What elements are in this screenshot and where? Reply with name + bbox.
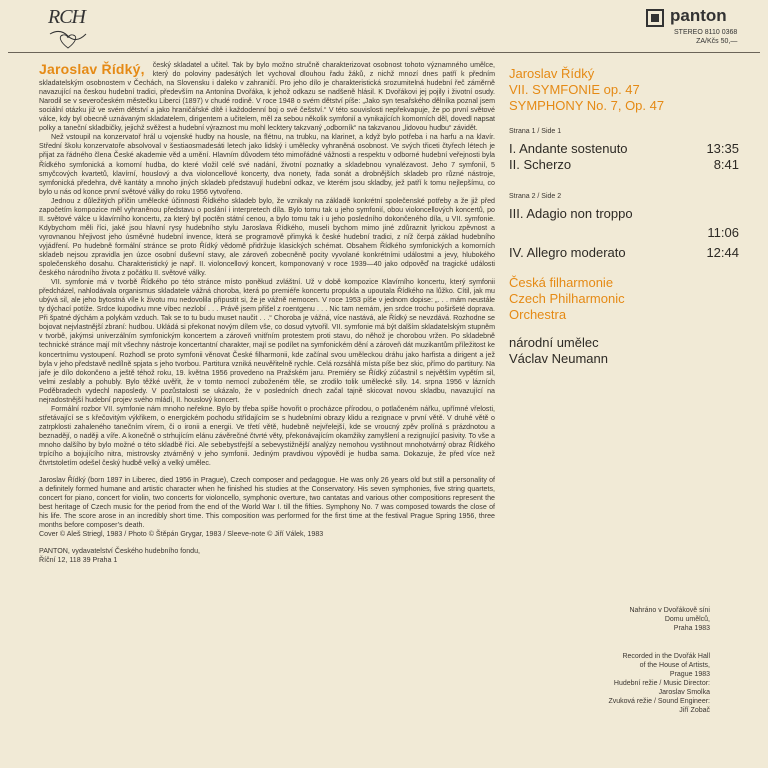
title-czech: VII. SYMFONIE op. 47 (509, 82, 640, 97)
publisher-address: PANTON, vydavatelství Českého hudebního fondu, Říční 12, 118 39 Praha 1 (39, 547, 201, 565)
composer-name: Jaroslav Řídký (509, 66, 595, 81)
heart-ribbon-icon (46, 28, 90, 50)
track-1-title: I. Andante sostenuto (509, 141, 628, 156)
paragraph-3: Jednou z důležitých příčin umělecké účinnosti Řídkého skladeb bylo, že vznikaly na základě konkrétní společenské potřeby a že již před započetím kompozice měl vyhraněnou představu o poslání i interpretech díla. Bylo tomu tak u jeho symfonií, obou violoncellových koncertů, po II. světové válce u klavírního koncertu, za který byl poctěn státní cenou, a bylo tomu tak i u jeho posledního dokončeného díla, u VII. symfonie. Kdybychom měli říci, jaké jsou hlavní rysy hudebního stylu Jaroslava Řídkého, museli bychom mimo jiné zdůraznit lyrickou zpěvnost a vyrovnanou hřejivost jeho úsměvné hudební invence, která se programově přimyká k české hudební tradici, z níž čerpá základ hudebního vyjádření. Po hudebně formální stránce se proto Řídký vědomě přidržuje klasických schémat. Obsahem Řídkého symfonických a komorních skladeb nejsou zpravidla jen úzce osobní duševní stavy, ale zároveň zobecněně pocity vyvolané konkrétními událostmi a jevy, hlubokého společenského dosahu. Charakteristický je např. II. violoncellový koncert, komponovaný v roce 1939—40 jako odpověď na tragické události českého národního života z počátku II. světové války. (39, 196, 495, 278)
paragraph-intro: Jaroslav Řídký, český skladatel a učitel. Tak by bylo možno stručně charakterizovat osobnost tohoto významného umělce, který do poloviny padesátých let vychoval dlouhou řadu žáků, z nichž mnozí dnes patří k předním skladatelským osobnostem v Čechách, na Slovensku i daleko v zahraničí. Pro jeho dílo je charakteristická srozumitelná hudební řeč záměrně navazující na českou hudební tradici, především na Antonína Dvořáka, k jehož odkazu se nadšeně hlásil. K Dvořákovi jej pojily i životní osudy. Narodil se v severočeském městečku Liberci (1897) v chudé rodině. V roce 1948 o svém dětství píše: „Jako syn tesařského dělníka poznal jsem sociální otázku již ve svém dětství a jako hraničářské dítě i každodenní boj o své češství.“ V této souvislosti nepřekvapuje, že po první světové válce, kdy byl obecně uznávaným skladatelem, dirigentem a učitelem, měl za sebou několik symfonií a vynikajících komorních děl, dovedl napsat polky a taneční skladbičky, jejichž svěžest a hudební výraznost mu mohl lecktery takzvaný „odborník“ na takzvanou „lidovou hudbu“ závidět. (39, 61, 495, 133)
track-2 (509, 157, 739, 173)
track-4-title: IV. Allegro moderato (509, 245, 626, 260)
rch-logo (46, 4, 90, 50)
track-1-duration: 13:35 (706, 141, 739, 156)
track-3-title-row (509, 206, 739, 222)
liner-notes (39, 61, 495, 565)
credits-line: Cover © Aleš Striegl, 1983 / Photo © Štěpán Grygar, 1983 / Sleeve-note © Jiří Válek, 1983 (39, 530, 324, 539)
side-2-label: Strana 2 / Side 2 (509, 193, 562, 200)
header-divider (8, 52, 760, 53)
tracklist-panel (509, 66, 739, 367)
price-line: ZA/Kčs 50,— (696, 38, 738, 45)
conductor-credit: národní umělec Václav Neumann (509, 335, 608, 366)
recording-note-cz: Nahráno v Dvořákově síni Domu umělců, Praha 1983 (629, 607, 710, 632)
label-name: panton (670, 6, 727, 25)
side-1-label: Strana 1 / Side 1 (509, 128, 562, 135)
orchestra-credit: Česká filharmonie Czech Philharmonic Orchestra (509, 275, 625, 322)
rch-logo-text: RCH (48, 6, 85, 28)
track-2-duration: 8:41 (713, 157, 739, 172)
paragraph-4: VII. symfonie má v tvorbě Řídkého po této stránce místo poněkud zvláštní. Už v době kompozice Klavírního koncertu, který symfonii předcházel, nahlodávala organismus skladatele vážná choroba, která po premiéře koncertu propukla a upoutala Řídkého na lůžko. Cítil, jak mu ubývá sil, ale jeho bytostná víle k životu mu nedovolila připustit si, že je vážně nemocen. V roce 1953 píše v jednom dopise: „. . . mám neustále ty dýchací potíže. Srdce kupodivu mne víbec nezlobí . . . Právě jsem přišel z roentgenu . . . Nic tam nemám, jen srdce trochu poširšeté doprava. Při špatné dýchám a polykám vzduch. Tak se to tu budu muset naučit . . .“ Choroba je vážná, více nastává, ale Řídký se nevzdává. Rozhodne se bojovat nejvlastnější zbraní: hudbou. Ukládá si překonat novým dílem vše, co dosud vytvořil. VII. symfonie má být dalším skladatelským stupněm v tvorbě, jakýmsi univerzálním symfonickým koncertem a zároveň vnitřním protestem proti stavu, do něhož je chorobou vržen. Po skladebně technické stránce mají mít všechny nástroje koncertantní charakter, mají se podílet na symfonickém dění a zároveň dát muzikantům příležitost ke koncertnímu vystoupení. Rozhodl se proto symfonii věnovat České filharmonii, kde začínal svou uměleckou dráhu jako harfista a dirigent a jež byla v jeho představě nedílně spjata s jeho tvorbou. Partitura vzniká neuvěřitelně rychle. Celá rozsáhlá místa píše bez skic, přímo do partitury. Na jaře je dílo dokončeno a ještě téhož roku, 19. května 1956 provedeno na Pražském jaru. Premiéry se Řídký zúčastnil s největším vypětím sil, velmi zeslably a pohubly. Bylo těžké uvěřit, že v tomto nemocí zuboženém těle, se zrodilo tolik umělecké síly. 14. srpna 1956 v lázních Poděbradech vydechl naposledy. V pozůstalosti se ukázalo, že v posledních dnech začal tajně skicovat novou skladbu, navazující na nejradostnější hudební projev svého mládí, II. houslový koncert. (39, 278, 495, 404)
recording-note-en: Recorded in the Dvořák Hall of the House of Artists, Prague 1983 Hudební režie / Music Director: Jaroslav Smolka Zvuková režie / Sound Engineer: Jiří Zobač (608, 653, 710, 714)
paragraph-2: Než vstoupil na konzervatoř hrál u vojenské hudby na housle, na flétnu, na trubku, na klarinet, a když bylo potřeba i na harfu a na klavír. Střední školu konzervatoře absolvoval v šestiaosmadesáti letech jako lidský i umělecky vyhraněná osobnost. Ve svých třiceti čtyřech létech je přijat za řádného člena České akademie věd a umění. Hlavním důvodem této mimořádné vážnosti a respektu v odborné hudební veřejnosti byla Řídkého symfonická a komorní hudba, do které vložil celé své nadání, životní poznatky a skladebnou vynalézavost. Jeho 7 symfonií, 5 smyčcových kvartetů, klavírní, houslový a dva violoncellové koncerty, dva nonety, řada sonát a drobnějších skladeb pro různé nástroje, symfonická předehra, dvě kantáty a mnoho jiných skladeb představují hudební odkaz, ve kterém jsou skladby, jež patří k tomu nejlepšímu, co bylo u nás od konce první světové války do roku 1956 vytvořeno. (39, 133, 495, 196)
track-4 (509, 245, 739, 261)
track-3-title: III. Adagio non troppo (509, 206, 633, 221)
track-2-title: II. Scherzo (509, 157, 572, 172)
catalog-number (674, 28, 737, 46)
title-english: SYMPHONY No. 7, Op. 47 (509, 98, 665, 113)
catalog-line-1: STEREO 8110 0368 (674, 29, 738, 36)
track-3-duration: 11:06 (707, 225, 739, 240)
english-summary: Jaroslav Řídký (born 1897 in Liberec, died 1956 in Prague), Czech composer and pedagogue. He was only 26 years old but still a personality of a definitely formed humane and artistic character when he finished his studies at the Conservatory. His seven symphonies, five string quartets, concert for piano, concert for violin, two concerts for violoncello, symphonic overture, two cantatas and various other compositions represent the best heritage of Czech music for the period from the end of the World War I. till the fifties. Symphony No. 7 was composed towards the close of his life. The score arose in an incredibly short time. This composition was performed for the first time at the festival Prague Spring 1956, three months before composer’s death. (39, 476, 495, 530)
track-4-duration: 12:44 (706, 245, 739, 260)
paragraph-5: Formální rozbor VII. symfonie nám mnoho neřekne. Bylo by třeba spíše hovořit o procházce přírodou, o potlačeném nářku, upřímné vřelosti, střetávající se s křečovitým výkřikem, o energickém pochodu střídajícím se s hudebními obrazy klidu a rezignace v první větě. V druhé větě o zatrpklosti zahaleného tanečním vírem, či o ironii a energii. Ve třetí větě, hudebně nejvřelejší, kde se vroucný zpěv prolíná s prázdnotou a beznadějí, o naději a víře. A konečně o strhujícím elánu závěrečné čtvrté věty, překonávajícím okamžiky zamyšlení a rezignující pasivity. To vše a mnoho dalšího by bylo možné o této skladbě říci. Ale sebebystřejší a sebevystižnější analýzy nemohou vystihnout mnohotvárný obraz Řídkého trpícího a bojujícího nitra, mistrovsky ztvárněný v jeho symfonii. Jediným pravdivou výpovědí je hudba sama. Dokazuje, že před více než čtvrtstoletím odešel český hudbě velký a velký umělec. (39, 404, 495, 468)
author-heading: Jaroslav Řídký, (39, 61, 145, 77)
track-1 (509, 141, 739, 157)
panton-logo-icon (646, 9, 664, 27)
